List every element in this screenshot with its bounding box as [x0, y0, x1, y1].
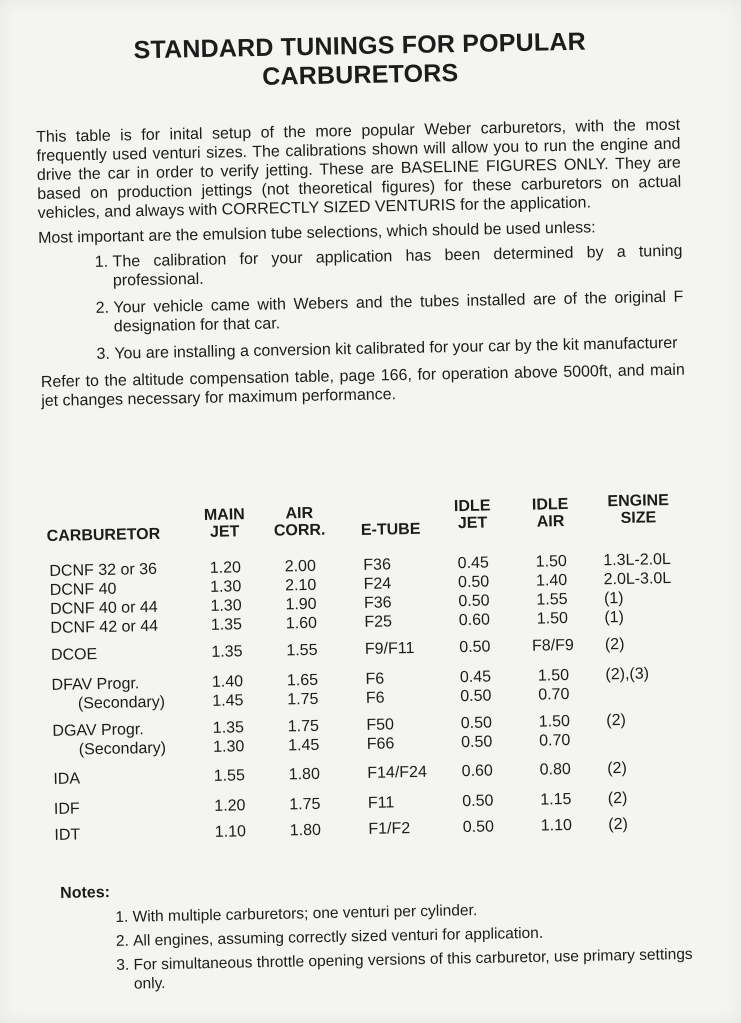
table-cell-air [272, 717, 335, 756]
table-cell-line: (Secondary) [77, 693, 166, 713]
notes-list [60, 896, 722, 995]
table-cell-line: 1.50 [536, 610, 569, 628]
table-cell-line: 1.45 [288, 736, 320, 755]
table-cell-line: 1.10 [214, 823, 247, 841]
table-cell-line: 1.75 [287, 717, 320, 736]
table-cell-carb [49, 559, 190, 638]
table-cell-size [606, 710, 697, 750]
table-cell-line: DCNF 32 or 36 [49, 560, 158, 580]
table-cell-line: 1.20 [214, 797, 246, 815]
table-cell-line: DCNF 42 or 44 [50, 617, 159, 637]
note-item: 1. With multiple carburetors; one venturi per cylinder. [132, 896, 720, 926]
table-cell-line: DCNF 40 or 44 [49, 598, 158, 618]
table-cell-line: 1.50 [538, 712, 571, 731]
table-cell-idle-air [526, 816, 586, 836]
table-cell-line: 2.00 [284, 557, 317, 576]
table-cell-line: 0.60 [458, 611, 491, 630]
header-main-jet: MAIN JET [203, 506, 245, 541]
table-cell-line: F66 [366, 735, 395, 753]
intro-section [36, 116, 685, 417]
table-cell-line: DGAV Progr. [52, 721, 144, 740]
table-cell-line: (2) [608, 815, 629, 834]
table-cell-line: 0.80 [539, 760, 571, 779]
table-cell-line: 0.70 [538, 731, 571, 750]
table-cell-carb [51, 673, 192, 714]
table-cell-line: 1.35 [212, 719, 245, 737]
table-cell-line: 1.80 [289, 821, 322, 840]
exception-item: 1. The calibration for your application has been determined by a tuning professional. [112, 242, 683, 291]
table-cell-etube [368, 819, 438, 839]
table-cell-etube [365, 669, 436, 708]
table-cell-idle-air [523, 666, 584, 705]
table-cell-size [605, 664, 696, 704]
table-cell-line: 1.80 [288, 765, 321, 784]
table-cell-etube [366, 715, 437, 754]
notes-heading: Notes: [60, 884, 111, 902]
table-cell-line: F1/F2 [368, 820, 411, 838]
table-cell-idle-jet [448, 817, 508, 837]
table-cell-line: 0.45 [457, 554, 490, 573]
table-cell-idle-air [523, 636, 583, 656]
table-cell-air [274, 820, 336, 840]
table-cell-line: (Secondary) [78, 739, 167, 759]
page-title-line-2: CARBURETORS [261, 59, 459, 91]
notes-section [60, 871, 722, 1000]
table-cell-main [200, 822, 260, 842]
table-cell-line: 1.50 [535, 553, 568, 571]
table-cell-idle-air [526, 790, 586, 810]
table-cell-line: F6 [365, 689, 385, 707]
table-cell-line: 1.75 [289, 795, 321, 814]
table-cell-size [605, 634, 695, 655]
table-cell-carb [54, 797, 194, 819]
table-cell-size [603, 550, 694, 628]
table-cell-line: 0.50 [460, 687, 492, 706]
table-cell-size [608, 814, 698, 835]
altitude-reference: Refer to the altitude compensation table, page 166, for operation above 5000ft, and main jet changes necessary for maximum performance. [40, 361, 685, 410]
intro-paragraph: This table is for inital setup of the more popular Weber carburetors, with the most frequently used venturi sizes. The calibrations shown will allow you to run the engine and drive the car in order to verify jetting. These are BASELINE FIGURES ONLY. They are based on production jettings (not theoretical figures) for these carburetors on actual vehicles, and always with CORRECTLY SIZED VENTURIS for the application. [36, 116, 682, 222]
table-cell-line: 0.50 [457, 573, 490, 592]
table-cell-carb [51, 643, 191, 665]
table-cell-line: F25 [364, 613, 393, 631]
table-cell-line: 1.50 [537, 666, 570, 685]
table-cell-line: (2) [607, 789, 628, 808]
table-cell-etube [368, 793, 438, 813]
header-air-corr: AIR CORR. [273, 504, 326, 540]
table-cell-line: F14/F24 [367, 763, 428, 782]
table-cell-line: 1.40 [535, 572, 568, 590]
table-cell-carb [54, 823, 194, 845]
header-carburetor: CARBURETOR [46, 525, 161, 545]
table-cell-line: F36 [363, 556, 392, 574]
table-cell-line: 0.50 [460, 714, 493, 733]
table-cell-air [273, 764, 335, 784]
table-cell-line [607, 729, 697, 750]
tunings-table [46, 487, 713, 860]
intro-paragraph-emulsion: Most important are the emulsion tube selections, which should be used unless: [37, 219, 596, 247]
table-cell-line: 1.60 [285, 614, 318, 633]
table-cell-main [198, 718, 259, 757]
table-cell-line: 1.75 [287, 690, 319, 709]
table-cell-line: DCOE [50, 646, 98, 664]
table-cell-line: 1.10 [540, 816, 573, 835]
page-title-line-1: STANDARD TUNINGS FOR POPULAR [133, 27, 587, 65]
table-cell-line: 1.55 [536, 591, 568, 609]
exception-item: 3. You are installing a conversion kit calibrated for your car by the kit manufacturer [114, 334, 684, 364]
table-cell-line: (2) [604, 635, 625, 654]
table-cell-line: (2),(3) [605, 665, 650, 684]
table-cell-line: 1.30 [213, 738, 245, 756]
table-cell-idle-air [524, 712, 585, 751]
table-cell-line: 1.15 [540, 790, 572, 809]
table-cell-line: 0.50 [459, 638, 491, 657]
table-cell-line: 1.65 [286, 671, 319, 690]
table-cell-line: 0.50 [462, 818, 495, 837]
table-cell-line: DFAV Progr. [51, 675, 140, 694]
table-cell-line: F36 [363, 594, 392, 612]
table-cell-line: 2.0L-3.0L [603, 570, 672, 589]
header-idle-air: IDLE AIR [531, 495, 569, 531]
table-cell-idle-air [521, 552, 582, 629]
table-cell-line: 1.55 [213, 767, 246, 785]
table-cell-line: 1.30 [210, 597, 242, 615]
table-cell-main [200, 796, 260, 816]
table-cell-line: IDT [54, 826, 81, 844]
table-cell-idle-jet [447, 761, 507, 781]
table-cell-line: IDA [53, 770, 81, 788]
table-cell-line: 2.10 [284, 576, 317, 595]
table-cell-line [606, 683, 696, 704]
table-cell-line: F9/F11 [364, 639, 415, 658]
table-cell-idle-jet [445, 637, 505, 657]
table-cell-idle-jet [445, 667, 506, 706]
table-cell-line: 1.35 [210, 616, 243, 634]
table-cell-line: (1) [604, 608, 625, 627]
header-etube: E-TUBE [360, 520, 421, 539]
table-cell-main [197, 672, 258, 711]
table-cell-line: (2) [607, 759, 627, 778]
table-cell-air [274, 794, 336, 814]
table-cell-line: 1.90 [285, 595, 317, 614]
table-cell-air [269, 557, 332, 634]
table-cell-idle-jet [443, 553, 504, 630]
table-cell-line: F50 [366, 716, 395, 734]
table-cell-line: (2) [606, 711, 627, 730]
table-cell-line: 1.20 [209, 559, 242, 577]
header-engine-size: ENGINE SIZE [607, 492, 669, 527]
page-title [59, 26, 660, 96]
header-idle-jet: IDLE JET [453, 497, 491, 533]
table-cell-line: 0.60 [461, 762, 494, 781]
table-cell-etube [363, 555, 434, 632]
table-cell-main [197, 642, 257, 662]
note-item: 3. For simultaneous throttle opening versions of this carburetor, use primary settings only. [133, 944, 722, 993]
table-cell-line: 0.50 [460, 733, 493, 752]
table-cell-idle-jet [448, 791, 508, 811]
table-cell-line: 0.45 [459, 668, 492, 687]
table-cell-line: F8/F9 [531, 636, 574, 655]
exception-list [38, 242, 684, 365]
table-cell-line: F24 [363, 575, 392, 593]
table-cell-line: 1.55 [286, 641, 318, 660]
table-cell-size [608, 788, 698, 809]
table-cell-etube [367, 763, 437, 783]
table-cell-line: IDF [53, 800, 80, 818]
table-cell-line: 1.30 [209, 578, 242, 596]
table-cell-idle-air [525, 760, 585, 780]
table-cell-line: (1) [603, 589, 624, 608]
table-cell-air [271, 641, 333, 661]
table-cell-main [195, 558, 256, 635]
table-cell-line: 0.50 [458, 592, 490, 611]
table-cell-size [607, 758, 697, 779]
table-cell-main [199, 766, 259, 786]
table-cell-line: 1.40 [211, 673, 244, 691]
table-cell-line: F11 [367, 794, 395, 812]
exception-item: 2. Your vehicle came with Webers and the tubes installed are of the original F designation for that car. [113, 288, 684, 337]
table-cell-line: 0.70 [538, 685, 570, 704]
note-item: 2. All engines, assuming correctly sized venturi for application. [133, 920, 721, 950]
table-cell-carb [53, 767, 193, 789]
table-cell-carb [52, 719, 193, 760]
table-cell-line: 0.50 [462, 792, 494, 811]
table-cell-air [271, 671, 334, 710]
table-cell-idle-jet [446, 713, 507, 752]
table-cell-line: 1.3L-2.0L [603, 551, 672, 570]
table-cell-etube [365, 639, 435, 659]
table-cell-line: 1.45 [212, 692, 244, 710]
table-cell-line: F6 [365, 670, 385, 688]
table-cell-line: 1.35 [211, 643, 243, 661]
table-cell-line: DCNF 40 [49, 580, 117, 599]
